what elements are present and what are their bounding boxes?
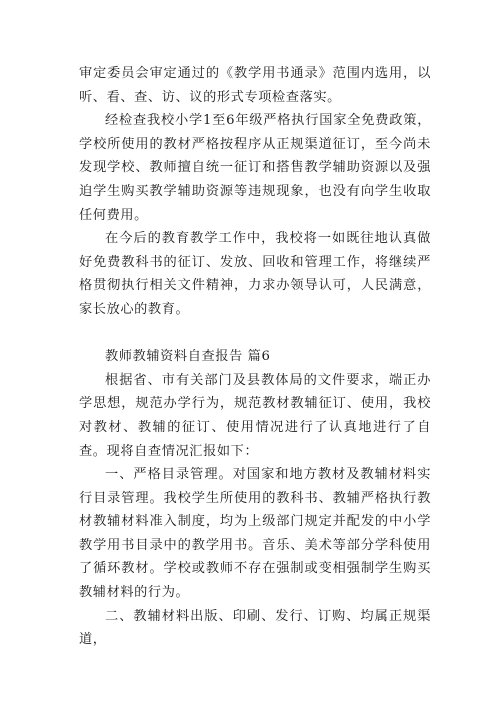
paragraph-inspection-result: 经检查我校小学1至6年级严格执行国家全免费政策，学校所使用的教材严格按程序从正规渠道征订，至今尚未发现学校、教师擅自统一征订和搭售教学辅助资源以及强迫学生购买教学辅助资源等违规现象，也没有向学生收取任何费用。 — [79, 113, 431, 223]
paragraph-item-two: 二、教辅材料出版、印刷、发行、订购、均属正规渠道， — [79, 608, 431, 648]
paragraph-future-work: 在今后的教育教学工作中，我校将一如既往地认真做好免费教科书的征订、发放、回收和管理工作，将继续严格贯彻执行相关文件精神，力求办领导认可，人民满意，家长放心的教育。 — [79, 231, 431, 317]
document-body — [79, 62, 431, 652]
paragraph-item-one: 一、严格目录管理。对国家和地方教材及教辅材料实行目录管理。我校学生所使用的教科书、教辅严格执行教材教辅材料准入制度，均为上级部门规定并配发的中小学教学用书目录中的教学用书。音乐、美术等部分学科使用了循环教材。学校或教师不存在强制或变相强制学生购买教辅材料的行为。 — [79, 467, 431, 601]
paragraph-continuation: 审定委员会审定通过的《教学用书通录》范围内选用，以听、看、查、访、议的形式专项检查落实。 — [79, 66, 431, 105]
paragraph-intro: 根据省、市有关部门及县教体局的文件要求，端正办学思想，规范办学行为，规范教材教辅征订、使用，我校对教材、教辅的征订、使用情况进行了认真地进行了自查。现将自查情况汇报如下： — [79, 372, 431, 459]
section-title: 教师教辅资料自查报告 篇6 — [105, 349, 271, 365]
